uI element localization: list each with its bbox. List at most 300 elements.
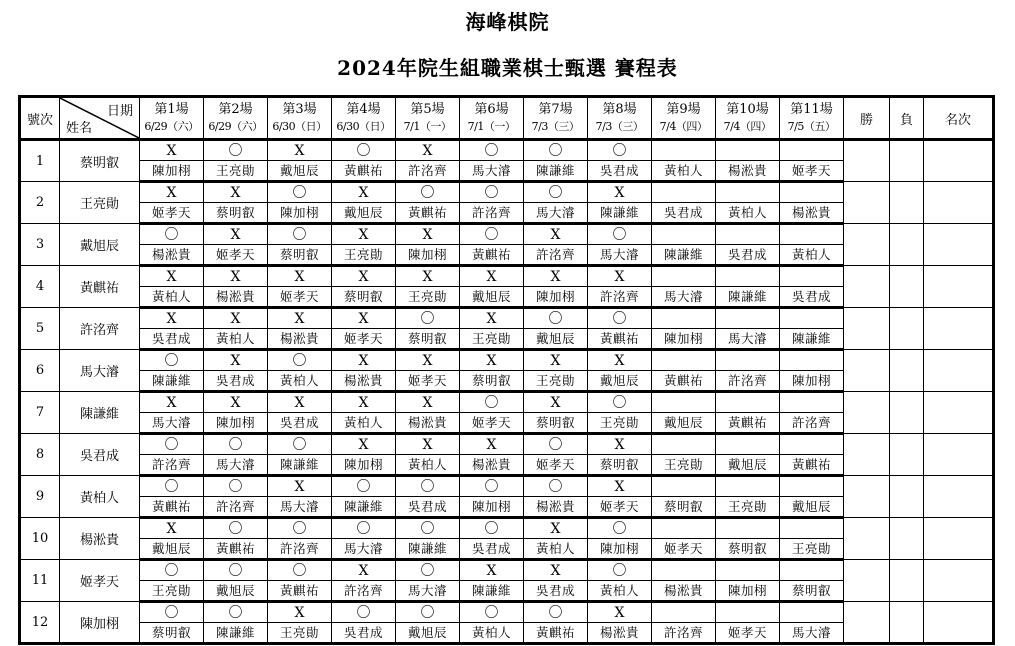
game-opponent: 楊淞貴 xyxy=(652,581,716,602)
game-opponent: 陳加栩 xyxy=(268,203,332,224)
round-date: 6/30（日） xyxy=(336,120,391,133)
player-name: 王亮勛 xyxy=(60,182,140,224)
game-result: X xyxy=(460,560,524,581)
loss-count-cell xyxy=(890,434,924,476)
header-rank: 名次 xyxy=(924,97,994,140)
game-result xyxy=(652,140,716,161)
round-date: 6/29（六） xyxy=(144,120,199,133)
loss-count-cell xyxy=(890,518,924,560)
game-opponent: 楊淞貴 xyxy=(460,455,524,476)
game-opponent: 姬孝天 xyxy=(652,539,716,560)
game-opponent: 陳謙維 xyxy=(652,245,716,266)
game-opponent: 陳謙維 xyxy=(140,371,204,392)
game-opponent: 陳謙維 xyxy=(204,623,268,644)
game-result xyxy=(652,266,716,287)
game-opponent: 楊淞貴 xyxy=(268,329,332,350)
game-result xyxy=(716,224,780,245)
game-result xyxy=(780,308,844,329)
game-opponent: 黃麒祐 xyxy=(332,161,396,182)
round-name: 第9場 xyxy=(666,102,701,117)
player-name: 戴旭辰 xyxy=(60,224,140,266)
loss-count-cell xyxy=(890,560,924,602)
game-opponent: 陳加栩 xyxy=(588,539,652,560)
game-opponent: 戴旭辰 xyxy=(204,581,268,602)
game-result: 〇 xyxy=(524,182,588,203)
game-result: X xyxy=(332,560,396,581)
player-name: 吳君成 xyxy=(60,434,140,476)
game-result xyxy=(780,350,844,371)
loss-count-cell xyxy=(890,140,924,182)
game-result: 〇 xyxy=(588,560,652,581)
game-opponent: 王亮勛 xyxy=(716,497,780,518)
game-result xyxy=(780,182,844,203)
game-result xyxy=(652,518,716,539)
game-opponent: 陳加栩 xyxy=(204,413,268,434)
game-opponent: 黃麒祐 xyxy=(588,329,652,350)
loss-count-cell xyxy=(890,392,924,434)
game-result: X xyxy=(588,434,652,455)
game-opponent: 吳君成 xyxy=(268,413,332,434)
round-name: 第2場 xyxy=(218,102,253,117)
game-opponent: 馬大濬 xyxy=(524,203,588,224)
win-count-cell xyxy=(844,266,890,308)
game-opponent: 馬大濬 xyxy=(460,161,524,182)
game-result xyxy=(716,266,780,287)
game-opponent: 戴旭辰 xyxy=(396,623,460,644)
rank-cell xyxy=(924,224,994,266)
game-result: 〇 xyxy=(204,518,268,539)
game-opponent: 許洺齊 xyxy=(460,203,524,224)
rank-cell xyxy=(924,392,994,434)
loss-count-cell xyxy=(890,350,924,392)
game-opponent: 黃柏人 xyxy=(588,581,652,602)
game-result: X xyxy=(140,266,204,287)
game-opponent: 蔡明叡 xyxy=(588,455,652,476)
round-header xyxy=(524,97,588,140)
player-result-row xyxy=(20,224,994,245)
round-header xyxy=(588,97,652,140)
game-result: 〇 xyxy=(332,518,396,539)
game-opponent: 戴旭辰 xyxy=(588,371,652,392)
game-opponent: 陳謙維 xyxy=(716,287,780,308)
game-opponent: 姬孝天 xyxy=(460,413,524,434)
game-opponent: 陳加栩 xyxy=(332,455,396,476)
game-result: X xyxy=(268,392,332,413)
win-count-cell xyxy=(844,308,890,350)
game-result: 〇 xyxy=(588,392,652,413)
game-opponent: 姬孝天 xyxy=(268,287,332,308)
game-result xyxy=(780,560,844,581)
game-opponent: 吳君成 xyxy=(524,581,588,602)
player-result-row xyxy=(20,308,994,329)
game-result: X xyxy=(268,266,332,287)
round-header xyxy=(652,97,716,140)
game-opponent: 黃柏人 xyxy=(524,539,588,560)
game-opponent: 黃麒祐 xyxy=(524,623,588,644)
header-date-name xyxy=(60,97,140,140)
loss-count-cell xyxy=(890,602,924,644)
game-result: 〇 xyxy=(268,350,332,371)
game-opponent: 黃麒祐 xyxy=(780,455,844,476)
round-date: 7/3（三） xyxy=(595,120,644,133)
game-opponent: 許洺齊 xyxy=(716,371,780,392)
game-result: 〇 xyxy=(140,350,204,371)
player-name: 許洺齊 xyxy=(60,308,140,350)
round-name: 第5場 xyxy=(410,102,445,117)
rank-cell xyxy=(924,266,994,308)
rank-cell xyxy=(924,140,994,182)
game-opponent: 黃柏人 xyxy=(780,245,844,266)
game-opponent: 黃柏人 xyxy=(396,455,460,476)
game-result: 〇 xyxy=(140,224,204,245)
loss-count-cell xyxy=(890,224,924,266)
rank-cell xyxy=(924,434,994,476)
round-name: 第10場 xyxy=(726,102,769,117)
game-result: 〇 xyxy=(588,140,652,161)
game-opponent: 陳加栩 xyxy=(780,371,844,392)
game-result xyxy=(780,224,844,245)
round-date: 7/4（四） xyxy=(659,120,708,133)
round-name: 第8場 xyxy=(602,102,637,117)
round-name: 第11場 xyxy=(790,102,833,117)
game-result: 〇 xyxy=(460,476,524,497)
game-opponent: 蔡明叡 xyxy=(460,371,524,392)
game-result xyxy=(716,518,780,539)
round-header xyxy=(460,97,524,140)
game-result: 〇 xyxy=(332,476,396,497)
game-result: X xyxy=(396,140,460,161)
win-count-cell xyxy=(844,350,890,392)
round-header xyxy=(204,97,268,140)
player-result-row xyxy=(20,518,994,539)
game-opponent: 蔡明叡 xyxy=(332,287,396,308)
game-result xyxy=(716,602,780,623)
game-result: 〇 xyxy=(524,602,588,623)
game-result xyxy=(652,602,716,623)
game-result: 〇 xyxy=(332,140,396,161)
game-result: X xyxy=(268,140,332,161)
game-opponent: 戴旭辰 xyxy=(652,413,716,434)
game-result: X xyxy=(396,434,460,455)
game-opponent: 楊淞貴 xyxy=(716,161,780,182)
player-number: 5 xyxy=(20,308,60,350)
round-date: 6/30（日） xyxy=(272,120,327,133)
game-result: 〇 xyxy=(268,434,332,455)
player-number: 2 xyxy=(20,182,60,224)
game-opponent: 吳君成 xyxy=(652,203,716,224)
game-result xyxy=(780,434,844,455)
game-result: X xyxy=(524,350,588,371)
round-name: 第4場 xyxy=(346,102,381,117)
header-no: 號次 xyxy=(20,97,60,140)
game-result xyxy=(716,434,780,455)
game-opponent: 陳謙維 xyxy=(332,497,396,518)
game-result: X xyxy=(588,476,652,497)
game-opponent: 陳加栩 xyxy=(396,245,460,266)
game-opponent: 戴旭辰 xyxy=(140,539,204,560)
player-number: 8 xyxy=(20,434,60,476)
game-opponent: 陳謙維 xyxy=(780,329,844,350)
player-name: 黃麒祐 xyxy=(60,266,140,308)
game-result xyxy=(716,560,780,581)
academy-title: 海峰棋院 xyxy=(465,10,550,34)
header-name-label: 姓名 xyxy=(66,121,93,136)
rank-cell xyxy=(924,518,994,560)
game-result: X xyxy=(396,266,460,287)
game-result: 〇 xyxy=(524,308,588,329)
game-result: X xyxy=(524,392,588,413)
game-opponent: 戴旭辰 xyxy=(716,455,780,476)
game-result xyxy=(652,392,716,413)
game-result xyxy=(716,140,780,161)
game-result: 〇 xyxy=(204,602,268,623)
player-number: 7 xyxy=(20,392,60,434)
game-opponent: 楊淞貴 xyxy=(204,287,268,308)
game-opponent: 黃麒祐 xyxy=(396,203,460,224)
round-date: 7/1（一） xyxy=(403,120,452,133)
game-result xyxy=(780,476,844,497)
game-opponent: 王亮勛 xyxy=(460,329,524,350)
game-result xyxy=(780,518,844,539)
game-opponent: 黃麒祐 xyxy=(268,581,332,602)
game-result: 〇 xyxy=(268,182,332,203)
game-opponent: 黃麒祐 xyxy=(204,539,268,560)
win-count-cell xyxy=(844,140,890,182)
game-result: X xyxy=(204,266,268,287)
game-opponent: 姬孝天 xyxy=(524,455,588,476)
game-opponent: 馬大濬 xyxy=(140,413,204,434)
game-result xyxy=(652,182,716,203)
game-opponent: 黃柏人 xyxy=(652,161,716,182)
game-opponent: 王亮勛 xyxy=(588,413,652,434)
rank-cell xyxy=(924,602,994,644)
game-opponent: 楊淞貴 xyxy=(140,245,204,266)
game-opponent: 吳君成 xyxy=(332,623,396,644)
game-opponent: 陳加栩 xyxy=(716,581,780,602)
game-result: X xyxy=(204,224,268,245)
round-name: 第1場 xyxy=(154,102,189,117)
game-opponent: 吳君成 xyxy=(716,245,780,266)
game-opponent: 馬大濬 xyxy=(396,581,460,602)
win-count-cell xyxy=(844,476,890,518)
game-opponent: 吳君成 xyxy=(204,371,268,392)
game-result: 〇 xyxy=(332,602,396,623)
win-count-cell xyxy=(844,434,890,476)
game-opponent: 王亮勛 xyxy=(396,287,460,308)
game-result: 〇 xyxy=(268,518,332,539)
game-result: 〇 xyxy=(588,518,652,539)
game-result: 〇 xyxy=(204,140,268,161)
loss-count-cell xyxy=(890,476,924,518)
game-result: 〇 xyxy=(460,140,524,161)
game-opponent: 陳加栩 xyxy=(524,287,588,308)
game-result xyxy=(716,308,780,329)
game-result: 〇 xyxy=(268,560,332,581)
game-result xyxy=(652,434,716,455)
round-date: 7/3（三） xyxy=(531,120,580,133)
game-result: X xyxy=(204,350,268,371)
game-result xyxy=(780,392,844,413)
game-result: 〇 xyxy=(396,182,460,203)
round-date: 7/5（五） xyxy=(787,120,836,133)
schedule-table xyxy=(18,95,995,645)
game-result: X xyxy=(332,266,396,287)
round-name: 第7場 xyxy=(538,102,573,117)
loss-count-cell xyxy=(890,308,924,350)
game-opponent: 楊淞貴 xyxy=(524,497,588,518)
game-opponent: 馬大濬 xyxy=(780,623,844,644)
game-result: 〇 xyxy=(140,434,204,455)
round-name: 第3場 xyxy=(282,102,317,117)
game-opponent: 王亮勛 xyxy=(524,371,588,392)
game-result: X xyxy=(332,350,396,371)
game-result xyxy=(716,182,780,203)
game-opponent: 馬大濬 xyxy=(268,497,332,518)
game-opponent: 馬大濬 xyxy=(332,539,396,560)
header-date-label: 日期 xyxy=(106,104,133,119)
game-result: X xyxy=(332,224,396,245)
game-result: X xyxy=(588,602,652,623)
game-opponent: 姬孝天 xyxy=(588,497,652,518)
player-number: 10 xyxy=(20,518,60,560)
game-opponent: 姬孝天 xyxy=(780,161,844,182)
game-result: X xyxy=(460,350,524,371)
player-number: 1 xyxy=(20,140,60,182)
player-name: 姬孝天 xyxy=(60,560,140,602)
game-opponent: 蔡明叡 xyxy=(716,539,780,560)
game-opponent: 蔡明叡 xyxy=(140,623,204,644)
rank-cell xyxy=(924,182,994,224)
game-opponent: 馬大濬 xyxy=(716,329,780,350)
game-result: 〇 xyxy=(588,308,652,329)
round-header xyxy=(332,97,396,140)
game-result: X xyxy=(588,266,652,287)
player-result-row xyxy=(20,392,994,413)
player-result-row xyxy=(20,560,994,581)
game-result: X xyxy=(396,392,460,413)
game-opponent: 楊淞貴 xyxy=(780,203,844,224)
player-result-row xyxy=(20,476,994,497)
game-result: X xyxy=(588,350,652,371)
game-opponent: 吳君成 xyxy=(588,161,652,182)
game-result: X xyxy=(140,518,204,539)
game-result xyxy=(716,350,780,371)
round-name: 第6場 xyxy=(474,102,509,117)
game-opponent: 許洺齊 xyxy=(396,161,460,182)
game-result: 〇 xyxy=(204,476,268,497)
game-result: X xyxy=(204,182,268,203)
game-result: 〇 xyxy=(396,476,460,497)
win-count-cell xyxy=(844,392,890,434)
player-name: 陳謙維 xyxy=(60,392,140,434)
game-opponent: 陳謙維 xyxy=(396,539,460,560)
game-result: 〇 xyxy=(140,602,204,623)
game-result: X xyxy=(140,182,204,203)
game-opponent: 姬孝天 xyxy=(716,623,780,644)
game-opponent: 戴旭辰 xyxy=(780,497,844,518)
loss-count-cell xyxy=(890,182,924,224)
game-opponent: 許洺齊 xyxy=(140,455,204,476)
game-opponent: 馬大濬 xyxy=(652,287,716,308)
game-result: X xyxy=(524,518,588,539)
game-result: X xyxy=(460,434,524,455)
game-opponent: 姬孝天 xyxy=(332,329,396,350)
game-opponent: 黃麒祐 xyxy=(716,413,780,434)
game-opponent: 王亮勛 xyxy=(140,581,204,602)
game-opponent: 許洺齊 xyxy=(652,623,716,644)
game-opponent: 陳加栩 xyxy=(140,161,204,182)
game-opponent: 蔡明叡 xyxy=(652,497,716,518)
game-result: 〇 xyxy=(396,602,460,623)
game-opponent: 許洺齊 xyxy=(524,245,588,266)
game-result: X xyxy=(588,182,652,203)
game-opponent: 蔡明叡 xyxy=(524,413,588,434)
game-result: 〇 xyxy=(588,224,652,245)
game-result: 〇 xyxy=(140,476,204,497)
game-opponent: 姬孝天 xyxy=(204,245,268,266)
game-opponent: 許洺齊 xyxy=(780,413,844,434)
game-opponent: 王亮勛 xyxy=(204,161,268,182)
game-opponent: 黃柏人 xyxy=(332,413,396,434)
game-opponent: 黃麒祐 xyxy=(652,371,716,392)
game-opponent: 王亮勛 xyxy=(780,539,844,560)
game-result: 〇 xyxy=(460,224,524,245)
player-result-row xyxy=(20,182,994,203)
game-opponent: 黃柏人 xyxy=(716,203,780,224)
game-result: X xyxy=(268,476,332,497)
game-opponent: 馬大濬 xyxy=(204,455,268,476)
game-opponent: 許洺齊 xyxy=(204,497,268,518)
loss-count-cell xyxy=(890,266,924,308)
game-opponent: 許洺齊 xyxy=(588,287,652,308)
game-opponent: 吳君成 xyxy=(460,539,524,560)
player-result-row xyxy=(20,602,994,623)
game-result: X xyxy=(524,224,588,245)
player-number: 6 xyxy=(20,350,60,392)
game-result: X xyxy=(332,308,396,329)
win-count-cell xyxy=(844,602,890,644)
game-result: 〇 xyxy=(460,518,524,539)
game-result: 〇 xyxy=(268,224,332,245)
game-result xyxy=(652,350,716,371)
game-opponent: 馬大濬 xyxy=(588,245,652,266)
game-opponent: 黃柏人 xyxy=(140,287,204,308)
game-result: X xyxy=(332,392,396,413)
game-opponent: 王亮勛 xyxy=(332,245,396,266)
game-opponent: 蔡明叡 xyxy=(268,245,332,266)
game-result xyxy=(652,476,716,497)
player-name: 陳加栩 xyxy=(60,602,140,644)
game-opponent: 黃麒祐 xyxy=(460,245,524,266)
game-result: X xyxy=(140,392,204,413)
round-date: 6/29（六） xyxy=(208,120,263,133)
game-opponent: 楊淞貴 xyxy=(396,413,460,434)
game-opponent: 蔡明叡 xyxy=(204,203,268,224)
game-result: 〇 xyxy=(524,476,588,497)
round-header xyxy=(140,97,204,140)
player-number: 12 xyxy=(20,602,60,644)
game-result: 〇 xyxy=(460,392,524,413)
game-result xyxy=(652,560,716,581)
game-result: X xyxy=(460,308,524,329)
game-opponent: 姬孝天 xyxy=(140,203,204,224)
game-result: 〇 xyxy=(460,602,524,623)
round-date: 7/4（四） xyxy=(723,120,772,133)
game-result: 〇 xyxy=(140,560,204,581)
game-opponent: 王亮勛 xyxy=(268,623,332,644)
header-loss: 負 xyxy=(890,97,924,140)
game-opponent: 蔡明叡 xyxy=(780,581,844,602)
